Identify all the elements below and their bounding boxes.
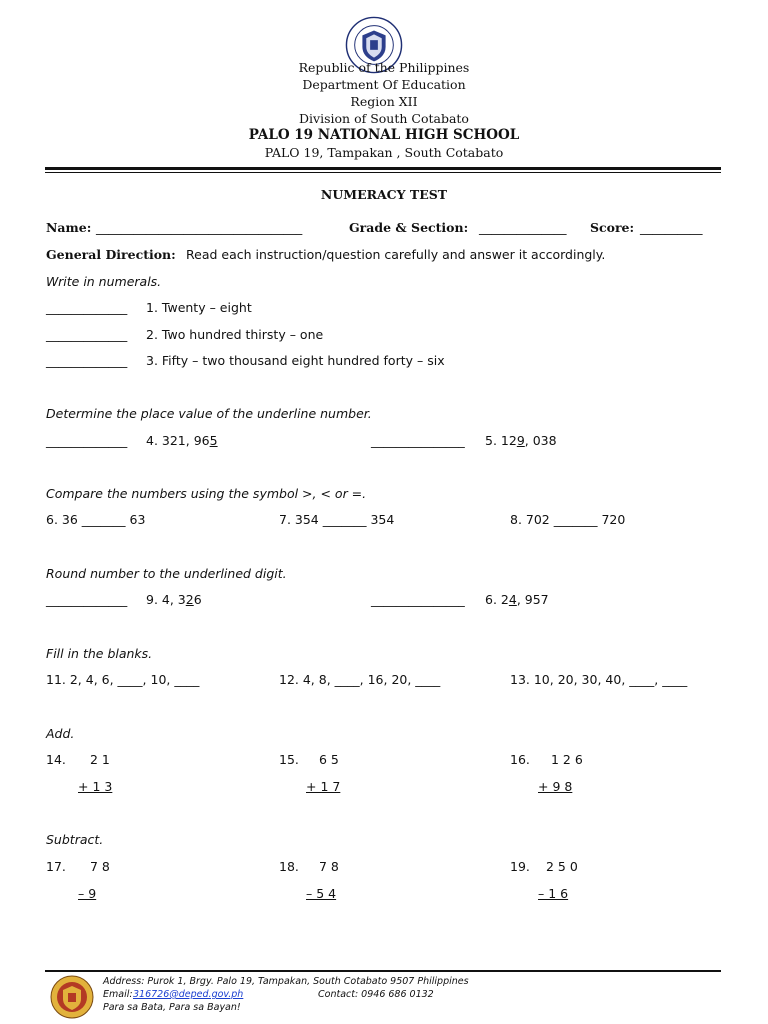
question-13: 13. 10, 20, 30, 40, ____, ____ [510, 672, 688, 687]
direction-text: Read each instruction/question carefully and answer it accordingly. [186, 247, 606, 262]
question-11: 11. 2, 4, 6, ____, 10, ____ [46, 672, 200, 687]
header-division: Division of South Cotabato [299, 111, 469, 126]
question-1: 1. Twenty – eight [146, 300, 252, 315]
header-divider-thick [45, 167, 721, 170]
section-subtract: Subtract. [46, 832, 104, 847]
test-title: NUMERACY TEST [320, 187, 448, 202]
header-department: Department Of Education [302, 77, 466, 92]
section-fill-blanks: Fill in the blanks. [46, 646, 153, 661]
section-place-value: Determine the place value of the underline number. [46, 406, 372, 421]
question-10: 6. 24, 957 [485, 592, 549, 607]
question-15-top: 6 5 [319, 752, 339, 767]
question-6: 6. 36 _______ 63 [46, 512, 146, 527]
name-blank[interactable]: _________________________________ [96, 220, 303, 235]
footer-motto: Para sa Bata, Para sa Bayan! [103, 1002, 241, 1013]
question-3: 3. Fifty – two thousand eight hundred forty – six [146, 353, 445, 368]
question-5: 5. 129, 038 [485, 433, 557, 448]
answer-blank[interactable]: _______________ [371, 433, 465, 448]
footer-email-link[interactable] [133, 989, 243, 1000]
header-divider-thin [45, 172, 721, 173]
grade-section-label: Grade & Section: [349, 220, 469, 235]
question-4: 4. 321, 965 [146, 433, 218, 448]
question-19-number: 19. [510, 859, 530, 874]
answer-blank[interactable]: _____________ [46, 300, 128, 315]
school-name: PALO 19 NATIONAL HIGH SCHOOL [248, 127, 520, 143]
question-18-number: 18. [279, 859, 299, 874]
question-16-bottom: + 9 8 [538, 779, 573, 794]
section-compare: Compare the numbers using the symbol >, < or =. [46, 486, 367, 501]
footer-email-label: Email: [103, 989, 133, 1000]
answer-blank[interactable]: _______________ [371, 592, 465, 607]
school-logo [50, 975, 94, 1019]
question-14-number: 14. [46, 752, 66, 767]
answer-blank[interactable]: _____________ [46, 592, 128, 607]
name-label: Name: [46, 220, 92, 235]
question-19-bottom: – 1 6 [538, 886, 569, 901]
section-round: Round number to the underlined digit. [46, 566, 287, 581]
footer-divider [45, 970, 721, 972]
question-17-top: 7 8 [90, 859, 110, 874]
grade-section-blank[interactable]: ______________ [479, 220, 567, 235]
score-label: Score: [590, 220, 635, 235]
score-blank[interactable]: __________ [640, 220, 703, 235]
school-address: PALO 19, Tampakan , South Cotabato [264, 145, 504, 160]
question-14-top: 2 1 [90, 752, 110, 767]
question-16-top: 1 2 6 [551, 752, 583, 767]
question-14-bottom: + 1 3 [78, 779, 113, 794]
section-write-numerals: Write in numerals. [46, 274, 162, 289]
header-region: Region XII [350, 94, 418, 109]
footer-contact: Contact: 0946 686 0132 [318, 989, 434, 1000]
answer-blank[interactable]: _____________ [46, 327, 128, 342]
answer-blank[interactable]: _____________ [46, 353, 128, 368]
underlined-digit: 2 [185, 592, 194, 607]
direction-label: General Direction: [46, 247, 176, 262]
question-15-number: 15. [279, 752, 299, 767]
question-7: 7. 354 _______ 354 [279, 512, 395, 527]
question-17-bottom: – 9 [78, 886, 97, 901]
footer-address: Address: Purok 1, Brgy. Palo 19, Tampakan, South Cotabato 9507 Philippines [103, 976, 469, 987]
question-18-top: 7 8 [319, 859, 339, 874]
email-link[interactable]: 316726@deped.gov.ph [133, 989, 244, 1000]
question-12: 12. 4, 8, ____, 16, 20, ____ [279, 672, 441, 687]
question-2: 2. Two hundred thirsty – one [146, 327, 324, 342]
header-republic: Republic of the Philippines [298, 60, 470, 75]
section-add: Add. [46, 726, 75, 741]
question-19-top: 2 5 0 [546, 859, 578, 874]
underlined-digit: 5 [209, 433, 218, 448]
question-17-number: 17. [46, 859, 66, 874]
question-18-bottom: – 5 4 [306, 886, 337, 901]
question-16-number: 16. [510, 752, 530, 767]
answer-blank[interactable]: _____________ [46, 433, 128, 448]
underlined-digit: 9 [516, 433, 525, 448]
question-8: 8. 702 _______ 720 [510, 512, 626, 527]
question-9: 9. 4, 326 [146, 592, 202, 607]
underlined-digit: 4 [508, 592, 517, 607]
question-15-bottom: + 1 7 [306, 779, 341, 794]
